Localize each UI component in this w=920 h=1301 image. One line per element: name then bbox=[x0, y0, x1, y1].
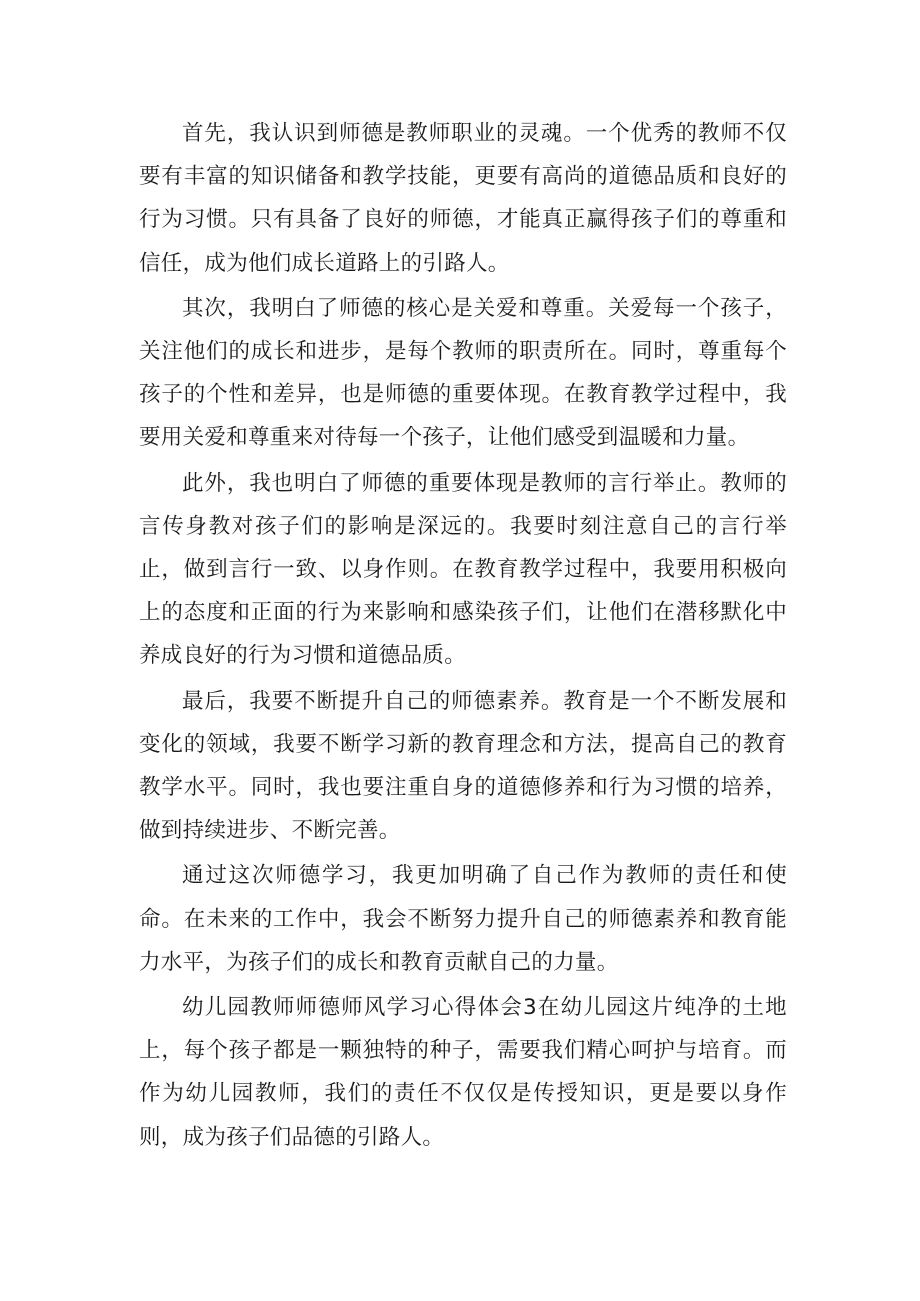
paragraph-3: 此外，我也明白了师德的重要体现是教师的言行举止。教师的言传身教对孩子们的影响是深远的。我要时刻注意自己的言行举止，做到言行一致、以身作则。在教育教学过程中，我要用积极向上的态度和正面的行为来影响和感染孩子们，让他们在潜移默化中养成良好的行为习惯和道德品质。 bbox=[139, 470, 787, 669]
paragraph-2: 其次，我明白了师德的核心是关爱和尊重。关爱每一个孩子，关注他们的成长和进步，是每个教师的职责所在。同时，尊重每个孩子的个性和差异，也是师德的重要体现。在教育教学过程中，我要用关爱和尊重来对待每一个孩子，让他们感受到温暖和力量。 bbox=[139, 295, 787, 451]
paragraph-1: 首先，我认识到师德是教师职业的灵魂。一个优秀的教师不仅要有丰富的知识储备和教学技能，更要有高尚的道德品质和良好的行为习惯。只有具备了良好的师德，才能真正赢得孩子们的尊重和信任，成为他们成长道路上的引路人。 bbox=[139, 121, 787, 276]
document-body bbox=[139, 112, 787, 1161]
paragraph-5: 通过这次师德学习，我更加明确了自己作为教师的责任和使命。在未来的工作中，我会不断努力提升自己的师德素养和教育能力水平，为孩子们的成长和教育贡献自己的力量。 bbox=[139, 863, 787, 975]
paragraph-4: 最后，我要不断提升自己的师德素养。教育是一个不断发展和变化的领域，我要不断学习新的教育理念和方法，提高自己的教育教学水平。同时，我也要注重自身的道德修养和行为习惯的培养，做到持续进步、不断完善。 bbox=[139, 688, 787, 844]
paragraph-6: 幼儿园教师师德师风学习心得体会3在幼儿园这片纯净的土地上，每个孩子都是一颗独特的种子，需要我们精心呵护与培育。而作为幼儿园教师，我们的责任不仅仅是传授知识，更是要以身作则，成为孩子们品德的引路人。 bbox=[139, 995, 787, 1150]
